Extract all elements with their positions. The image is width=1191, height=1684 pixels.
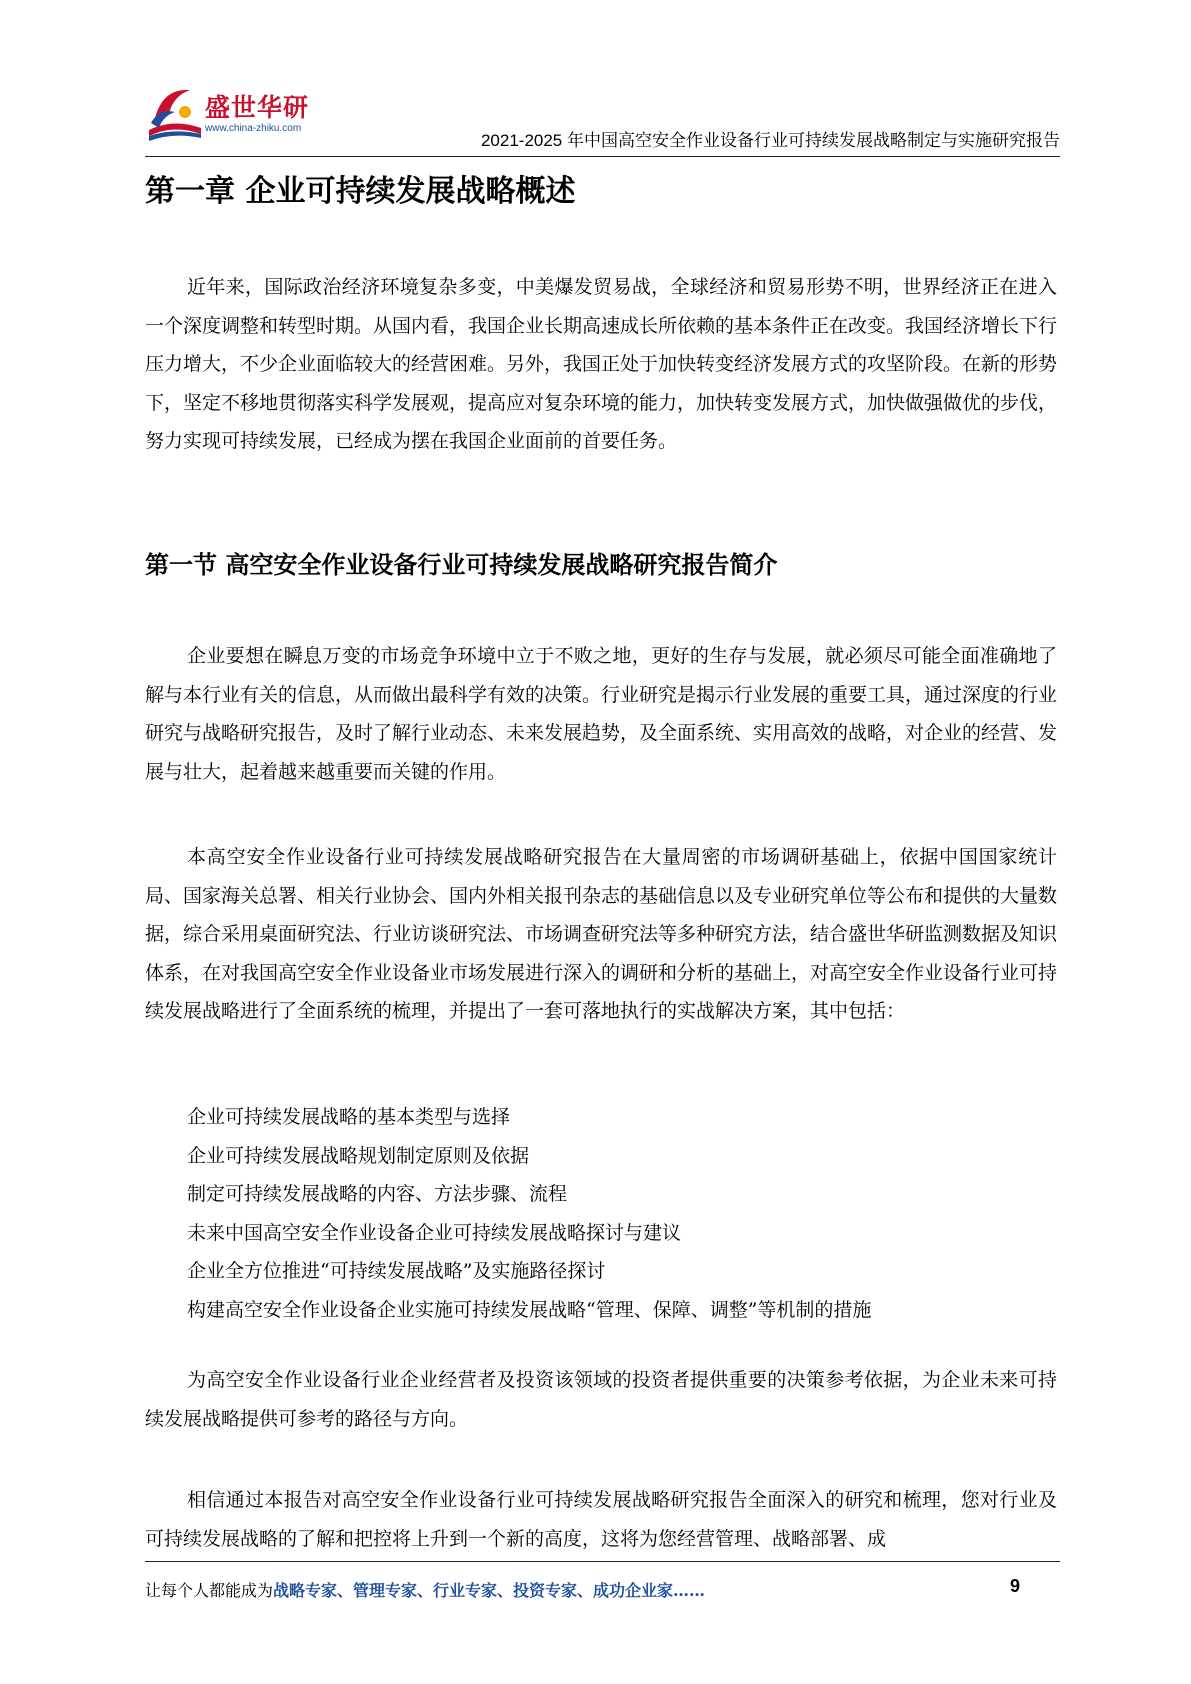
- section-title: 第一节 高空安全作业设备行业可持续发展战略研究报告简介: [145, 551, 778, 579]
- chapter-title: 第一章 企业可持续发展战略概述: [145, 174, 576, 209]
- chapter-intro-paragraph: 近年来，国际政治经济环境复杂多变，中美爆发贸易战，全球经济和贸易形势不明，世界经济正在进入一个深度调整和转型时期。从国内看，我国企业长期高速成长所依赖的基本条件正在改变。我国经济增长下行压力增大，不少企业面临较大的经营困难。另外，我国正处于加快转变经济发展方式的攻坚阶段。在新的形势下，坚定不移地贯彻落实科学发展观，提高应对复杂环境的能力，加快转变发展方式，加快做强做优的步伐，努力实现可持续发展，已经成为摆在我国企业面前的首要任务。: [145, 276, 1058, 452]
- footer-slogan-prefix: 让每个人都能成为: [145, 1581, 274, 1600]
- logo-emblem-icon: [145, 78, 205, 148]
- section-paragraph-3: 为高空安全作业设备行业企业经营者及投资该领域的投资者提供重要的决策参考依据，为企业未来可持续发展战略提供可参考的路径与方向。: [145, 1369, 1057, 1430]
- section-paragraph-2: 本高空安全作业设备行业可持续发展战略研究报告在大量周密的市场调研基础上，依据中国国家统计局、国家海关总署、相关行业协会、国内外相关报刊杂志的基础信息以及专业研究单位等公布和提供的大量数据，综合采用桌面研究法、行业访谈研究法、市场调查研究法等多种研究方法，结合盛世华研监测数据及知识体系，在对我国高空安全作业设备业市场发展进行深入的调研和分析的基础上，对高空安全作业设备行业可持续发展战略进行了全面系统的梳理，并提出了一套可落地执行的实战解决方案，其中包括：: [145, 846, 1058, 1022]
- list-item: 企业可持续发展战略的基本类型与选择: [187, 1106, 511, 1128]
- running-header-title: 2021-2025 年中国高空安全作业设备行业可持续发展战略制定与实施研究报告: [480, 131, 1060, 150]
- report-contents-list: [187, 1098, 871, 1329]
- footer-slogan: [145, 1578, 705, 1601]
- section-paragraph-1: 企业要想在瞬息万变的市场竞争环境中立于不败之地，更好的生存与发展，就必须尽可能全面准确地了解与本行业有关的信息，从而做出最科学有效的决策。行业研究是揭示行业发展的重要工具，通过深度的行业研究与战略研究报告，及时了解行业动态、未来发展趋势，及全面系统、实用高效的战略，对企业的经营、发展与壮大，起着越来越重要而关键的作用。: [145, 645, 1058, 783]
- list-item: 构建高空安全作业设备企业实施可持续发展战略“管理、保障、调整”等机制的措施: [187, 1298, 872, 1321]
- logo-wordmark: 盛世华研: [205, 93, 310, 122]
- brand-logo: [145, 78, 325, 148]
- list-item: 企业全方位推进“可持续发展战略”及实施路径探讨: [187, 1260, 606, 1282]
- logo-website: www.china-zhiku.com: [205, 123, 302, 134]
- header-divider: [145, 156, 1060, 157]
- list-item: 未来中国高空安全作业设备企业可持续发展战略探讨与建议: [187, 1221, 682, 1244]
- footer-divider: [145, 1561, 1060, 1562]
- footer-slogan-highlight: 战略专家、管理专家、行业专家、投资专家、成功企业家……: [273, 1581, 706, 1600]
- list-item: 企业可持续发展战略规划制定原则及依据: [187, 1144, 530, 1167]
- page-number: 9: [1010, 1576, 1021, 1596]
- list-item: 制定可持续发展战略的内容、方法步骤、流程: [187, 1183, 568, 1205]
- section-paragraph-4: 相信通过本报告对高空安全作业设备行业可持续发展战略研究报告全面深入的研究和梳理，您对行业及可持续发展战略的了解和把控将上升到一个新的高度，这将为您经营管理、战略部署、成: [145, 1489, 1057, 1550]
